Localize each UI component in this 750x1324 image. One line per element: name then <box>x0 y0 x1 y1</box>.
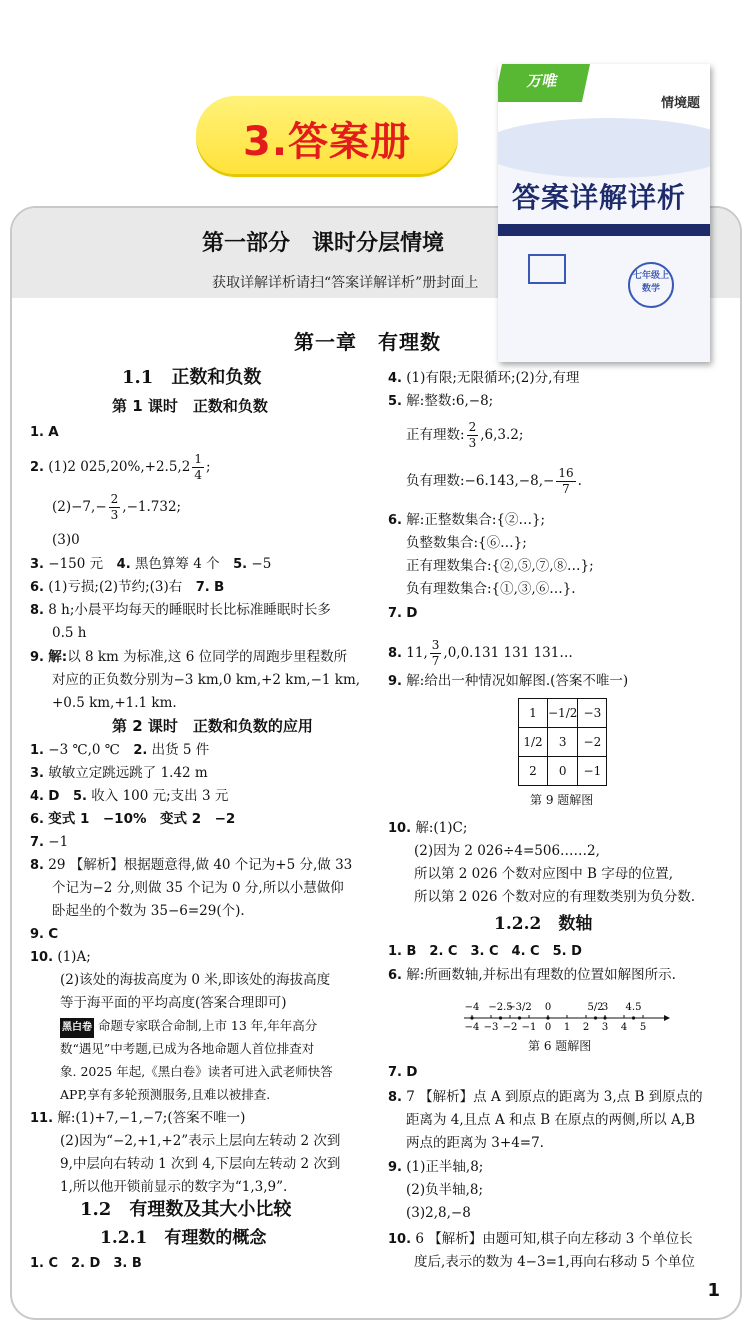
r-axis-answer-7: 7. D <box>388 1064 418 1080</box>
r-axis-answer-8b: 距离为 4,且点 A 和点 B 在原点的两侧,所以 A,B <box>406 1112 696 1128</box>
grid-cell: −2 <box>578 728 607 757</box>
r-answer-10c: 所以第 2 026 个数对应图中 B 字母的位置, <box>414 866 674 882</box>
axis-point-label: 5/2 <box>587 1002 604 1013</box>
section-1-2-2: 1.2.2 数轴 <box>494 914 593 934</box>
r-axis-answer-10a: 10. 6 【解析】由题可知,棋子向左移动 3 个单位长 <box>388 1231 693 1247</box>
book-logo: 万唯 <box>498 64 590 102</box>
l2-answer-8c: 卧起坐的个数为 35−6=29(个). <box>52 903 245 919</box>
answer-2c: (3)0 <box>52 532 80 548</box>
r-axis-answer-6: 6. 解:所画数轴,并标出有理数的位置如解图所示. <box>388 967 676 983</box>
grid-cell: −1/2 <box>548 699 578 728</box>
axis-point-label: 4.5 <box>625 1002 642 1013</box>
grid-cell: 1 <box>519 699 548 728</box>
answer-8b: 0.5 h <box>52 625 87 641</box>
l2-answer-7: 7. −1 <box>30 834 69 850</box>
axis-tick-label: 3 <box>601 1022 609 1033</box>
page-number: 1 <box>707 1280 720 1301</box>
l2-answer-11d: 1,所以他开锁前显示的数字为“1,3,9”. <box>60 1179 288 1195</box>
l2-answer-11c: 9,中层向右转动 1 次到 4,下层向左转动 2 次到 <box>60 1156 341 1172</box>
axis-point-label: 3 <box>601 1002 609 1013</box>
axis-tick-label: −4 <box>464 1022 480 1033</box>
l2-answer-8a: 8. 29 【解析】根据题意得,做 40 个记为+5 分,做 33 <box>30 857 353 873</box>
answer-9a: 9. 解:以 8 km 为标准,这 6 位同学的周跑步里程数所 <box>30 649 348 665</box>
r-answer-10b: (2)因为 2 026÷4=506……2, <box>414 843 600 859</box>
axis-tick-label: −1 <box>521 1022 537 1033</box>
l2-answer-6: 6. 变式 1 −10% 变式 2 −2 <box>30 811 236 827</box>
badge-label: 3.答案册 <box>242 119 412 165</box>
part-subtitle: 获取详解详析请扫“答案详解详析”册封面上 <box>212 275 479 291</box>
book-cover <box>498 64 710 362</box>
r-axis-answer-8c: 两点的距离为 3+4=7. <box>406 1135 544 1151</box>
book-brand: 情境题 <box>660 96 700 111</box>
number-line-figure <box>458 988 674 1034</box>
answer-2b: (2)−7,− $\frac{2}{3}$ ,−1.732; <box>52 492 182 522</box>
grid-cell: 1/2 <box>519 728 548 757</box>
magic-grid <box>518 698 607 786</box>
r-answer-10a: 10. 解:(1)C; <box>388 820 468 836</box>
axis-tick-label: −2 <box>502 1022 518 1033</box>
l2-answer-8b: 个记为−2 分,则做 35 个记为 0 分,所以小慧做仰 <box>52 880 344 896</box>
lesson-2-title: 第 2 课时 正数和负数的应用 <box>112 717 313 735</box>
section-1-1: 1.1 正数和负数 <box>122 367 262 388</box>
r-answer-5a: 5. 解:整数:6,−8; <box>388 393 494 409</box>
l2-answer-4-5: 4. D 5. 收入 100 元;支出 3 元 <box>30 788 229 804</box>
book-title: 答案详解详析 <box>512 181 687 214</box>
book-box-icon <box>528 254 566 284</box>
ad-line-4: APP,享有多轮预测服务,且难以被排查. <box>60 1087 271 1102</box>
l2-answer-3: 3. 敏敏立定跳远跳了 1.42 m <box>30 765 208 781</box>
l2-answer-10b: (2)该处的海拔高度为 0 米,即该处的海拔高度 <box>60 972 331 988</box>
axis-caption: 第 6 题解图 <box>528 1039 592 1053</box>
l2-answer-11a: 11. 解:(1)+7,−1,−7;(答案不唯一) <box>30 1110 246 1126</box>
axis-tick-label: 4 <box>620 1022 628 1033</box>
answer-2a: 2. (1)2 025,20%,+2.5,2 $\frac{1}{4}$ ; <box>30 452 211 482</box>
r-answer-10d: 所以第 2 026 个数对应的有理数类别为负分数. <box>414 889 696 905</box>
r-axis-answer-9b: (2)负半轴,8; <box>406 1182 484 1198</box>
answer-6-7: 6. (1)亏损;(2)节约;(3)右 7. B <box>30 579 225 595</box>
ad-line-3: 象. 2025 年起,《黑白卷》读者可进入武老师快答 <box>60 1064 333 1079</box>
axis-tick-label: 5 <box>639 1022 647 1033</box>
axis-tick-label: 1 <box>563 1022 571 1033</box>
grid-caption: 第 9 题解图 <box>530 793 594 807</box>
r-axis-answer-9c: (3)2,8,−8 <box>406 1205 471 1221</box>
r-answer-9: 9. 解:给出一种情况如解图.(答案不唯一) <box>388 673 629 689</box>
section-1-2-1: 1.2.1 有理数的概念 <box>100 1228 267 1248</box>
r-answer-7: 7. D <box>388 605 418 621</box>
book-subject: 数学 <box>641 284 660 294</box>
r-answer-8: 8. 11, $\frac{3}{7}$ ,0,0.131 131 131… <box>388 638 573 668</box>
chapter-title: 第一章 有理数 <box>294 330 441 354</box>
ad-line-2: 数“遇见”中考题,已成为各地命题人首位排查对 <box>60 1041 315 1056</box>
grid-cell: 2 <box>519 757 548 786</box>
book-bar <box>498 224 710 236</box>
l2-answer-1-2: 1. −3 ℃,0 ℃ 2. 出货 5 件 <box>30 742 210 758</box>
section-badge <box>196 96 458 174</box>
axis-tick-label: −3 <box>483 1022 499 1033</box>
section-1-2: 1.2 有理数及其大小比较 <box>80 1199 292 1220</box>
axis-tick-label: 2 <box>582 1022 590 1033</box>
answer-9b: 对应的正负数分别为−3 km,0 km,+2 km,−1 km, <box>52 672 361 688</box>
r-answer-5b: 正有理数: $\frac{2}{3}$ ,6,3.2; <box>406 420 524 450</box>
grid-cell: −3 <box>578 699 607 728</box>
book-cover-wave <box>498 118 710 178</box>
ad-line-1: 黑白卷 命题专家联合命制,上市 13 年,年年高分 <box>60 1016 317 1038</box>
answer-1: 1. A <box>30 424 59 440</box>
l2-answer-10c: 等于海平面的平均高度(答案合理即可) <box>60 995 287 1011</box>
grid-cell: 0 <box>548 757 578 786</box>
lesson-1-title: 第 1 课时 正数和负数 <box>112 397 268 415</box>
axis-arrow <box>664 1015 670 1021</box>
l2-answer-11b: (2)因为“−2,+1,+2”表示上层向左转动 2 次到 <box>60 1133 341 1149</box>
r-answer-6d: 负有理数集合:{①,③,⑥…}. <box>406 581 576 597</box>
l2-answer-9: 9. C <box>30 926 59 942</box>
r-axis-answer-9a: 9. (1)正半轴,8; <box>388 1159 484 1175</box>
axis-tick-label: 0 <box>544 1022 552 1033</box>
r-axis-answer-10b: 度后,表示的数为 4−3=1,再向右移动 5 个单位 <box>414 1254 695 1270</box>
section-1-2-1-answers: 1. C 2. D 3. B <box>30 1256 142 1271</box>
grid-cell: −1 <box>578 757 607 786</box>
axis-point-label: −2.5 <box>488 1002 513 1013</box>
part-title: 第一部分 课时分层情境 <box>202 231 445 256</box>
answer-8a: 8. 8 h;小晨平均每天的睡眠时长比标准睡眠时长多 <box>30 602 331 618</box>
r-answer-5c: 负有理数:−6.143,−8,− $\frac{16}{7}$ . <box>406 466 582 496</box>
answer-3-5: 3. −150 元 4. 黑色算筹 4 个 5. −5 <box>30 556 272 572</box>
axis-point-label: −3/2 <box>507 1002 532 1013</box>
axis-point-label: 0 <box>544 1002 552 1013</box>
answer-9c: +0.5 km,+1.1 km. <box>52 695 177 711</box>
axis-mc-answers: 1. B 2. C 3. C 4. C 5. D <box>388 944 582 959</box>
r-axis-answer-8a: 8. 7 【解析】点 A 到原点的距离为 3,点 B 到原点的 <box>388 1089 703 1105</box>
r-answer-6b: 负整数集合:{⑥…}; <box>406 535 527 551</box>
grid-cell: 3 <box>548 728 578 757</box>
r-answer-6c: 正有理数集合:{②,⑤,⑦,⑧…}; <box>406 558 594 574</box>
r-answer-4: 4. (1)有限;无限循环;(2)分,有理 <box>388 370 580 386</box>
axis-point-label: −4 <box>464 1002 480 1013</box>
book-grade-badge <box>628 262 674 308</box>
book-grade: 七年级上 <box>632 271 669 281</box>
r-answer-6a: 6. 解:正整数集合:{②…}; <box>388 512 546 528</box>
l2-answer-10a: 10. (1)A; <box>30 949 91 965</box>
